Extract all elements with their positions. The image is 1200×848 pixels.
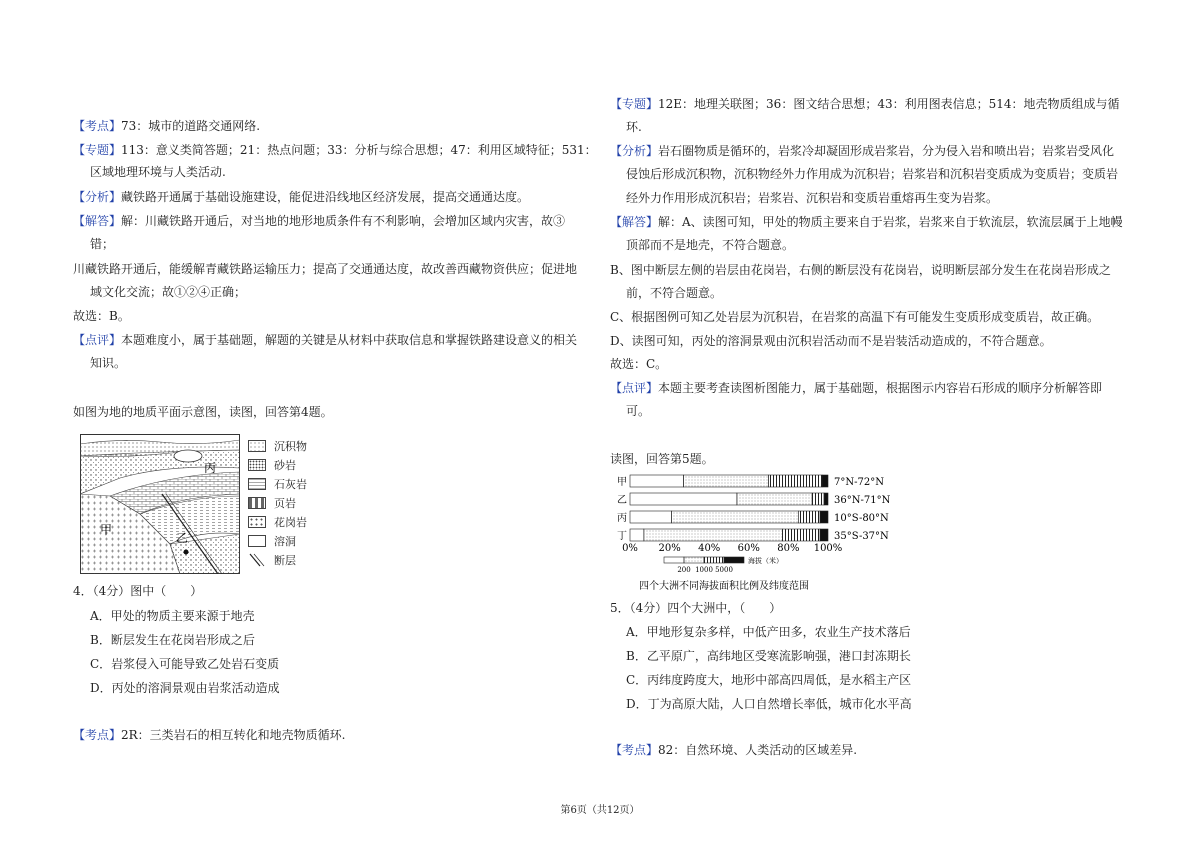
legend-swatch: [664, 557, 684, 563]
kaodian2-text: 2R：三类岩石的相互转化和地壳物质循环.: [121, 728, 346, 742]
bar-segment: [630, 511, 672, 523]
kaodian-row: [610, 742, 857, 758]
legend-label: 溶洞: [274, 535, 296, 548]
zhuanti-text-cont: 环.: [626, 120, 642, 134]
q5-option-b: B．乙平原广，高纬地区受寒流影响强，港口封冻期长: [626, 649, 911, 663]
legend-tick: 200: [677, 566, 691, 574]
x-tick-label: 60%: [737, 543, 760, 554]
sediment-swatch: [248, 440, 266, 452]
bar-segment: [824, 493, 828, 505]
figure-intro: 如图为地的地质平面示意图，读图，回答第4题。: [73, 405, 333, 419]
limestone-swatch: [248, 478, 266, 490]
latitude-range-label: 7°N-72°N: [834, 477, 884, 488]
bar-segment: [812, 493, 824, 505]
zhuanti-tag: 【专题】: [610, 97, 659, 111]
category-label: 乙: [617, 495, 627, 506]
x-tick-label: 80%: [777, 543, 800, 554]
legend-tick: 1000: [695, 566, 713, 574]
x-tick-label: 0%: [622, 543, 638, 554]
figure-intro: 读图，回答第5题。: [610, 452, 714, 466]
q5-option-d: D．丁为高原大陆，人口自然增长率低，城市化水平高: [626, 697, 912, 711]
map-label-bing: 丙: [204, 461, 217, 475]
latitude-range-label: 10°S-80°N: [834, 513, 889, 524]
fenxi-text: 藏铁路开通属于基础设施建设，能促进沿线地区经济发展，提高交通通达度。: [121, 190, 530, 204]
category-label: 丙: [617, 513, 627, 524]
dianping-row: [610, 380, 1102, 396]
jieda-row: [73, 213, 565, 229]
page-footer: 第6页（共12页）: [560, 805, 640, 816]
x-tick-label: 100%: [813, 543, 843, 554]
bar-segment: [820, 529, 828, 541]
dianping-tag: 【点评】: [610, 381, 659, 395]
fenxi-row: [610, 143, 1114, 159]
category-label: 甲: [617, 477, 627, 488]
bar-segment: [798, 511, 820, 523]
choice-line: 故选：B。: [73, 309, 130, 323]
answer-b-line-2: 前，不符合题意。: [626, 286, 723, 300]
bar-segment: [630, 475, 683, 487]
bar-segment: [737, 493, 812, 505]
bar-segment: [683, 475, 768, 487]
legend-label: 沉积物: [274, 440, 307, 453]
jieda-text-cont: 错；: [90, 237, 115, 251]
answer-d-line: D、读图可知，丙处的溶洞景观由沉积岩活动而不是岩装活动造成的，不符合题意。: [610, 334, 1052, 348]
choice-line: 故选：C。: [610, 357, 668, 371]
fenxi-tag: 【分析】: [610, 144, 659, 158]
zhuanti-text-cont: 区域地理环境与人类活动.: [90, 165, 226, 179]
dianping-text-cont: 知识。: [90, 356, 127, 370]
bar-segment: [822, 475, 828, 487]
legend-tick: 5000: [715, 566, 733, 574]
kaodian-row: [73, 118, 260, 134]
q4-option-c: C．岩浆侵入可能导致乙处岩石变质: [90, 657, 280, 671]
bar-segment: [782, 529, 820, 541]
answer-c-line: C、根据图例可知乙处岩层为沉积岩，在岩浆的高温下有可能发生变质形成变质岩，故正确。: [610, 310, 1100, 324]
kaodian-text: 73：城市的道路交通网络.: [121, 119, 261, 133]
q5-option-c: C．丙纬度跨度大，地形中部高四周低，是水稻主产区: [626, 673, 912, 687]
q4-stem: 4．（4分）图中（ ）: [73, 584, 203, 598]
q5-option-a: A．甲地形复杂多样，中低产田多，农业生产技术落后: [626, 625, 911, 639]
zhuanti-text: 12E：地理关联图；36：图文结合思想；43：利用图表信息；514：地壳物质组成与循: [658, 97, 1120, 111]
legend-swatch: [684, 557, 704, 563]
fenxi-row: [73, 189, 529, 205]
granite-swatch: [248, 516, 266, 528]
dianping-text-cont: 可。: [626, 404, 651, 418]
legend-label: 石灰岩: [274, 478, 307, 491]
jieda-tag: 【解答】: [610, 215, 659, 229]
legend-swatch: [724, 557, 744, 563]
sandstone-swatch: [248, 459, 266, 471]
zhuanti-row: [73, 142, 597, 158]
body-line-2: 域文化交流；故①②④正确；: [90, 285, 247, 299]
kaodian-tag: 【考点】: [73, 119, 122, 133]
latitude-range-label: 36°N-71°N: [834, 495, 890, 506]
fenxi-text-cont-2: 经外力作用形成沉积岩；岩浆岩、沉积岩和变质岩重熔再生变为岩浆。: [626, 191, 999, 205]
shale-swatch: [248, 497, 266, 509]
jieda-tag: 【解答】: [73, 214, 122, 228]
legend-swatch: [704, 557, 724, 563]
bar-segment: [644, 529, 783, 541]
dianping-tag: 【点评】: [73, 333, 122, 347]
chart-caption: 四个大洲不同海拔面积比例及纬度范围: [639, 581, 809, 592]
geology-legend: [248, 438, 338, 570]
bar-segment: [630, 529, 644, 541]
fenxi-tag: 【分析】: [73, 190, 122, 204]
right-column: [600, 0, 1200, 848]
bar-segment: [820, 511, 828, 523]
q4-option-b: B．断层发生在花岗岩形成之后: [90, 633, 255, 647]
map-label-jia: 甲: [100, 523, 113, 537]
legend-label: 花岗岩: [274, 516, 307, 529]
legend-title: 海拔（米）: [748, 557, 783, 565]
jieda-row: [610, 214, 1123, 230]
q5-stem: 5．（4分）四个大洲中，（ ）: [610, 601, 782, 615]
body-line-1: 川藏铁路开通后，能缓解青藏铁路运输压力；提高了交通通达度，故改善西藏物资供应；促进地: [73, 262, 578, 276]
legend-label: 断层: [274, 554, 296, 567]
category-label: 丁: [617, 531, 627, 542]
jieda-text: 解：A、读图可知，甲处的物质主要来自于岩浆，岩浆来自于软流层，软流层属于上地幔: [658, 215, 1123, 229]
fault-icon: [248, 553, 266, 567]
dianping-text: 本题主要考查读图析图能力，属于基础题，根据图示内容岩石形成的顺序分析解答即: [658, 381, 1103, 395]
latitude-range-label: 35°S-37°N: [834, 531, 889, 542]
fenxi-text: 岩石圈物质是循环的，岩浆冷却凝固形成岩浆岩，分为侵入岩和喷出岩；岩浆岩受风化: [658, 144, 1115, 158]
fenxi-text-cont-1: 侵蚀后形成沉积物，沉积物经外力作用成为沉积岩；岩浆岩和沉积岩变质成为变质岩；变质岩: [626, 167, 1119, 181]
dianping-text: 本题难度小，属于基础题，解题的关键是从材料中获取信息和掌握铁路建设意义的相关: [121, 333, 578, 347]
legend-label: 页岩: [274, 497, 296, 510]
kaodian2-row: [73, 727, 346, 743]
zhuanti-row: [610, 96, 1120, 112]
x-tick-label: 20%: [658, 543, 681, 554]
zhuanti-text: 113：意义类简答题；21：热点问题；33：分析与综合思想；47：利用区域特征；531：: [121, 143, 597, 157]
elevation-chart: [610, 470, 890, 595]
kaodian-text: 82：自然环境、人类活动的区域差异.: [658, 743, 858, 757]
bar-segment: [769, 475, 822, 487]
map-label-yi: 乙: [176, 531, 189, 545]
jieda-text: 解：川藏铁路开通后，对当地的地形地质条件有不利影响，会增加区域内灾害，故③: [121, 214, 566, 228]
answer-b-line-1: B、图中断层左侧的岩层由花岗岩，右侧的断层没有花岗岩，说明断层部分发生在花岗岩形成之: [610, 263, 1111, 277]
bar-segment: [630, 493, 737, 505]
kaodian-tag: 【考点】: [610, 743, 659, 757]
legend-label: 砂岩: [274, 459, 296, 472]
bar-segment: [672, 511, 799, 523]
kaodian2-tag: 【考点】: [73, 728, 122, 742]
dianping-row: [73, 332, 577, 348]
zhuanti-tag: 【专题】: [73, 143, 122, 157]
jieda-text-cont: 顶部而不是地壳，不符合题意。: [626, 238, 795, 252]
q4-option-a: A．甲处的物质主要来源于地壳: [90, 609, 255, 623]
q4-option-d: D．丙处的溶洞景观由岩浆活动造成: [90, 681, 280, 695]
x-tick-label: 40%: [698, 543, 721, 554]
cave-swatch: [248, 535, 266, 547]
geology-map: [80, 434, 240, 574]
